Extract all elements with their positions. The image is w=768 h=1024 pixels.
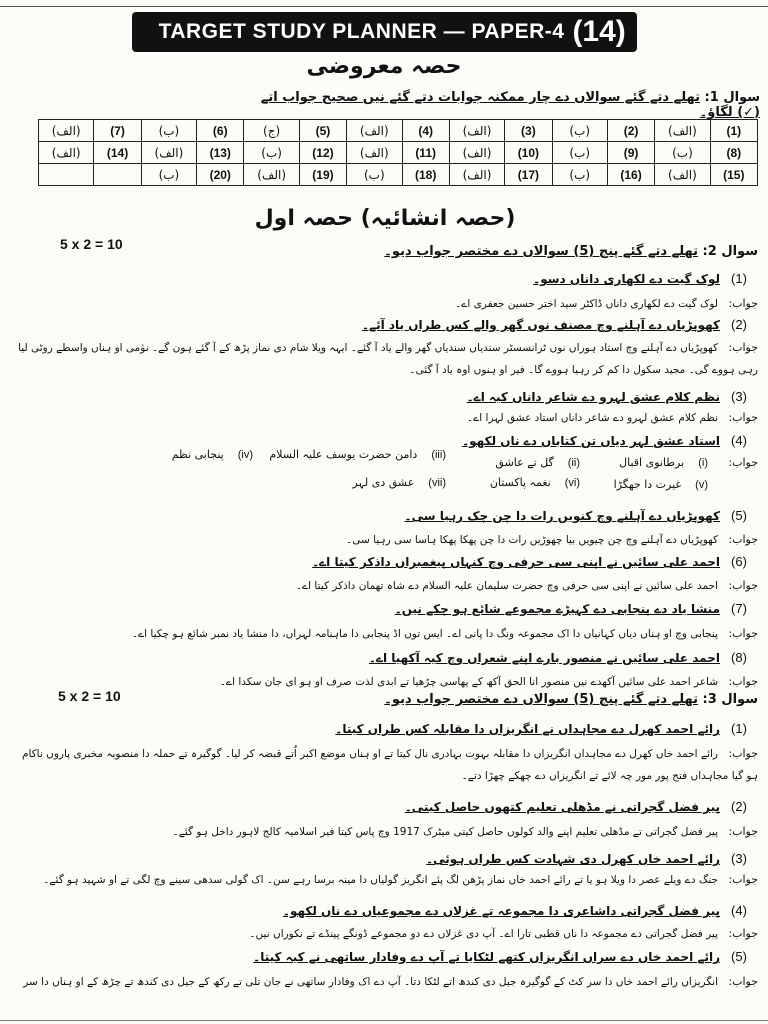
mcq-number: (15) bbox=[710, 164, 757, 186]
book-title: گل تے عاشق bbox=[495, 456, 554, 469]
book-title: دامن حضرت یوسف علیہ السلام bbox=[269, 448, 418, 461]
q2-question-row bbox=[8, 386, 758, 405]
question-number: (3) bbox=[731, 389, 747, 404]
book-number: (vii) bbox=[428, 477, 446, 489]
mcq-number: (11) bbox=[402, 142, 449, 164]
answer-text: جنگ دے ویلے عصر دا ویلا ہو یا تے رائے احمد خاں نماز پڑھن لگ پئے انگریز گولیاں دا مینہ برسا رہے سن۔ اک گولی سدھی سینے وچ لگی تے او شہید ہو گئے۔ bbox=[43, 874, 718, 886]
mcq-number: (5) bbox=[299, 120, 346, 142]
question-text: پیر فضل گجراتی داشاعری دا مجموعہ تے غزلاں دے مجموعیاں دے ناں لکھو۔ bbox=[282, 904, 720, 918]
question-number: (1) bbox=[731, 721, 747, 736]
mcq-answer: (ج) bbox=[244, 120, 299, 142]
q2-answer-row bbox=[8, 292, 758, 314]
answer-text: شاعر احمد علی سائیں آکھدے نیں منصور انا الحق آکھ کے پھاسی چڑھیا تے ابدی لذت صرف او ہو ای جان سکدا اے۔ bbox=[219, 676, 718, 688]
q2-question-row bbox=[8, 430, 758, 449]
objective-heading: حصہ معروضی bbox=[306, 54, 462, 79]
q3-question-row bbox=[8, 946, 758, 965]
mcq-answer: (الف) bbox=[347, 120, 402, 142]
mcq-row bbox=[39, 120, 758, 142]
book-item bbox=[352, 476, 446, 489]
q2-marks: 5 x 2 = 10 bbox=[60, 236, 123, 252]
question-text: احمد علی سائیں نے اپنی سی حرفی وچ کنہاں پیغمبراں داذکر کیتا اے۔ bbox=[312, 555, 720, 569]
mcq-row bbox=[39, 164, 758, 186]
q3-answer-row bbox=[8, 820, 758, 842]
mcq-number: (12) bbox=[299, 142, 346, 164]
mcq-row bbox=[39, 142, 758, 164]
q2-instruction: تھلے دتے گئے پنج (5) سوالاں دے مختصر جواب دیو۔ bbox=[384, 244, 699, 259]
mcq-answer: (الف) bbox=[449, 164, 504, 186]
mcq-answer: (الف) bbox=[449, 120, 504, 142]
answer-text: پنجابی وچ او ہناں دیاں کہانیاں دا اک مجموعہ ونگ دا پانی اے۔ ایس توں اڈ پنجابی دا ماہنامہ لہراں، دا منشا یاد نمبر شائع ہو چکیا اے۔ bbox=[131, 628, 718, 640]
mcq-answer: (الف) bbox=[347, 142, 402, 164]
q2-label: سوال 2: bbox=[702, 244, 758, 259]
q2-question-row bbox=[8, 268, 758, 287]
book-item bbox=[619, 456, 708, 469]
paper-number: (14) bbox=[572, 15, 626, 48]
mcq-number: (16) bbox=[607, 164, 654, 186]
question-number: (4) bbox=[731, 903, 747, 918]
answer-label: جواب: bbox=[728, 297, 758, 310]
paper-title: TARGET STUDY PLANNER — PAPER-4 bbox=[158, 20, 565, 43]
answer-text: انگریزاں رائے احمد خاں دا سر کٹ کے گوگیرہ جیل دی کندھ اتے لٹکا دتا۔ آپ دے اک وفادار ساتھی نے جان تلی تے رکھ کے جیل دی کندھ تے چڑھ کے او ہناں دا سر bbox=[23, 976, 718, 988]
q3-answer-row bbox=[8, 922, 758, 944]
mcq-answer-table bbox=[38, 119, 758, 186]
answer-label: جواب: bbox=[728, 747, 758, 760]
bottom-border bbox=[0, 1020, 768, 1021]
q3-answer-row bbox=[8, 868, 758, 890]
question-text: نظم کلام عشق لہرو دے شاعر داناں کیہ اے۔ bbox=[466, 390, 720, 404]
q3-label: سوال 3: bbox=[702, 692, 758, 707]
question-number: (4) bbox=[731, 433, 747, 448]
book-number: (ii) bbox=[567, 457, 580, 469]
mcq-answer bbox=[39, 164, 94, 186]
answer-text: کھوپڑیاں دے آہلنے وچ چن چیویں بیا چھوڑیں رات دا چن پھکا پھکا ہاسا سی رہیا سی۔ bbox=[346, 534, 718, 546]
mcq-number: (6) bbox=[197, 120, 244, 142]
question-text: کھوپڑیاں دے آہلنے وچ مصنف نوں گھر والے کس طراں یاد آئے۔ bbox=[362, 318, 720, 332]
book-title: عشق دی لہر bbox=[352, 476, 415, 489]
answer-label: جواب: bbox=[728, 675, 758, 688]
mcq-number: (18) bbox=[402, 164, 449, 186]
question-text: رائے احمد کھرل دے مجاہداں نے انگریزاں دا مقابلہ کس طراں کیتا۔ bbox=[335, 722, 720, 736]
question-number: (2) bbox=[731, 799, 747, 814]
answer-label: جواب: bbox=[728, 411, 758, 424]
answer-text: لوک گیت دے لکھاری داناں ڈاکٹر سید اختر حسین جعفری اے۔ bbox=[455, 298, 718, 310]
q3-answer-row bbox=[8, 970, 758, 992]
book-title: برطانوی اقبال bbox=[619, 456, 685, 469]
q2-question-row bbox=[8, 598, 758, 617]
mcq-number: (13) bbox=[197, 142, 244, 164]
question-text: کھوپڑیاں دے آہلنے وچ کنویں رات دا چن چک رہیا سی۔ bbox=[404, 509, 720, 523]
answer-text: رائے احمد خاں کھرل دے مجاہداں انگریزاں دا مقابلہ بہوت بہادری نال کیتا تے او ہناں موضع اکبر اُتے قبضہ کر لیا۔ گوگیرہ تے حملہ دا منصوبہ مخبری پاروں ناکام ہو گیا مجاہداں فتح پور مور چہ لائے تے انگریزاں دے چھکے چھڑا دتے۔ bbox=[21, 748, 758, 782]
q2-answer-row bbox=[8, 336, 758, 380]
q1-instruction: تھلے دتے گئے سوالاں دے چار ممکنہ جوابات دتے گئے نیں صحیح جواب اتے (✓) لگاؤ۔ bbox=[260, 90, 760, 120]
book-title: پنجابی نظم bbox=[171, 448, 224, 461]
question-text: پیر فضل گجراتی نے مڈھلی تعلیم کتھوں حاصل کیتی۔ bbox=[404, 800, 720, 814]
question-number: (1) bbox=[731, 271, 747, 286]
book-item bbox=[172, 448, 253, 461]
q2-header bbox=[300, 244, 758, 259]
mcq-number: (4) bbox=[402, 120, 449, 142]
q2-answer-row bbox=[8, 528, 758, 550]
q2-question-row bbox=[8, 314, 758, 333]
mcq-number: (9) bbox=[607, 142, 654, 164]
mcq-number: (1) bbox=[710, 120, 757, 142]
book-number: (iii) bbox=[431, 449, 446, 461]
question-number: (2) bbox=[731, 317, 747, 332]
mcq-number: (7) bbox=[94, 120, 141, 142]
answer-text: کھوپڑیاں دے آہلنے وچ استاد ہوراں نوں ٹرانسسٹر سندیاں سندیاں گھر والے یاد آ گئے۔ ایہہ ویلا شام دی نماز پڑھ کے آ گئے ہون گے۔ نوٰمی او ہناں واسطے روٹی لیا رہی ہووے گی۔ مجید سکول دا کم کر رہیا ہووے گا۔ فیر او ہنوں اوہ یاد آ گئی۔ bbox=[18, 342, 758, 376]
q2-question-row bbox=[8, 551, 758, 570]
book-number: (v) bbox=[695, 479, 708, 491]
title-banner bbox=[132, 12, 637, 52]
question-number: (6) bbox=[731, 554, 747, 569]
q2-question-row bbox=[8, 505, 758, 524]
mcq-number: (20) bbox=[197, 164, 244, 186]
answer-label: جواب: bbox=[728, 579, 758, 592]
mcq-answer: (ب) bbox=[552, 120, 607, 142]
q1-label: سوال 1: bbox=[704, 90, 760, 105]
q1-header bbox=[260, 90, 760, 120]
book-item bbox=[614, 478, 708, 491]
answer-label: جواب: bbox=[728, 341, 758, 354]
q2-books-answer bbox=[130, 448, 758, 496]
q3-question-row bbox=[8, 796, 758, 815]
q2-answer-row bbox=[8, 406, 758, 428]
mcq-answer: (الف) bbox=[244, 164, 299, 186]
answer-label: جواب: bbox=[728, 873, 758, 886]
mcq-answer: (الف) bbox=[39, 142, 94, 164]
mcq-number: (19) bbox=[299, 164, 346, 186]
mcq-answer: (ب) bbox=[347, 164, 402, 186]
question-number: (5) bbox=[731, 508, 747, 523]
book-title: غیرت دا جھگڑا bbox=[613, 478, 682, 491]
mcq-number: (3) bbox=[505, 120, 552, 142]
mcq-answer: (الف) bbox=[655, 120, 710, 142]
q3-header bbox=[300, 692, 758, 707]
question-number: (5) bbox=[731, 949, 747, 964]
answer-label: جواب: bbox=[728, 975, 758, 988]
mcq-answer: (الف) bbox=[449, 142, 504, 164]
book-number: (vi) bbox=[564, 477, 580, 489]
question-number: (3) bbox=[731, 851, 747, 866]
mcq-answer: (ب) bbox=[552, 142, 607, 164]
q3-marks: 5 x 2 = 10 bbox=[58, 688, 121, 704]
question-text: رائے احمد خاں کھرل دی شہادت کس طراں ہوئی۔ bbox=[426, 852, 720, 866]
mcq-answer: (ب) bbox=[244, 142, 299, 164]
mcq-answer: (الف) bbox=[655, 164, 710, 186]
mcq-number: (17) bbox=[505, 164, 552, 186]
mcq-number: (8) bbox=[710, 142, 757, 164]
answer-label: جواب: bbox=[728, 927, 758, 940]
q2-answer-row bbox=[8, 574, 758, 596]
question-number: (8) bbox=[731, 650, 747, 665]
mcq-answer: (ب) bbox=[141, 164, 196, 186]
question-text: منشا یاد دے پنجابی دے کہیڑے مجموعے شائع ہو چکے نیں۔ bbox=[394, 602, 720, 616]
q3-question-row bbox=[8, 848, 758, 867]
mcq-number: (10) bbox=[505, 142, 552, 164]
book-title: نغمہ پاکستان bbox=[489, 476, 551, 489]
answer-text: پیر فضل گجراتی دے مجموعہ دا ناں قطبی تارا اے۔ آپ دی غزلاں دے دو مجموعے ڈونگے پینڈے تے نکوراں نیں۔ bbox=[249, 928, 718, 940]
book-item bbox=[495, 456, 580, 469]
answer-label: جواب: bbox=[728, 627, 758, 640]
question-text: احمد علی سائیں نے منصور بارے اپنے شعراں وچ کیہ آکھیا اے۔ bbox=[368, 651, 720, 665]
book-number: (i) bbox=[698, 457, 708, 469]
q3-instruction: تھلے دتے گئے پنج (5) سوالاں دے مختصر جواب دیو۔ bbox=[384, 692, 699, 707]
q3-answer-row bbox=[8, 742, 758, 786]
subjective-heading: (حصہ انشائیہ) حصہ اول bbox=[254, 206, 516, 231]
question-text: لوک گیت دے لکھاری داناں دسو۔ bbox=[533, 272, 720, 286]
answer-text: نظم کلام عشق لہرو دے شاعر داناں استاد عشق لہرا اے۔ bbox=[466, 412, 718, 424]
top-border bbox=[0, 0, 768, 7]
q2-answer-row bbox=[8, 622, 758, 644]
question-number: (7) bbox=[731, 601, 747, 616]
mcq-answer: (ب) bbox=[655, 142, 710, 164]
mcq-answer: (الف) bbox=[141, 142, 196, 164]
answer-label: جواب: bbox=[728, 533, 758, 546]
q2-question-row bbox=[8, 647, 758, 666]
book-item bbox=[269, 448, 446, 461]
question-text: استاد عشق لہر دیاں تن کتاباں دے ناں لکھو۔ bbox=[462, 434, 720, 448]
q3-question-row bbox=[8, 900, 758, 919]
book-number: (iv) bbox=[237, 449, 253, 461]
books-answer-label: جواب: bbox=[728, 456, 758, 469]
question-text: رائے احمد خاں دے سراں انگریزاں کتھے لٹکایا تے آپ دے وفادار ساتھی نے کیہ کیتا۔ bbox=[253, 950, 720, 964]
answer-text: پیر فضل گجراتی تے مڈھلی تعلیم اپنے والد کولوں حاصل کیتی میٹرک 1917 وچ پاس کیتا فیر اسلامیہ کالج لاہور داخل ہو گئے۔ bbox=[172, 826, 718, 838]
answer-label: جواب: bbox=[728, 825, 758, 838]
q3-question-row bbox=[8, 718, 758, 737]
mcq-answer: (ب) bbox=[141, 120, 196, 142]
mcq-answer: (الف) bbox=[39, 120, 94, 142]
mcq-number bbox=[94, 164, 141, 186]
mcq-number: (14) bbox=[94, 142, 141, 164]
answer-text: احمد علی سائیں نے اپنی سی حرفی وچ حضرت سلیمان علیہ السلام دے شاہ تھمان داذکر کیتا اے۔ bbox=[295, 580, 718, 592]
mcq-answer: (ب) bbox=[552, 164, 607, 186]
book-item bbox=[490, 476, 580, 489]
mcq-number: (2) bbox=[607, 120, 654, 142]
